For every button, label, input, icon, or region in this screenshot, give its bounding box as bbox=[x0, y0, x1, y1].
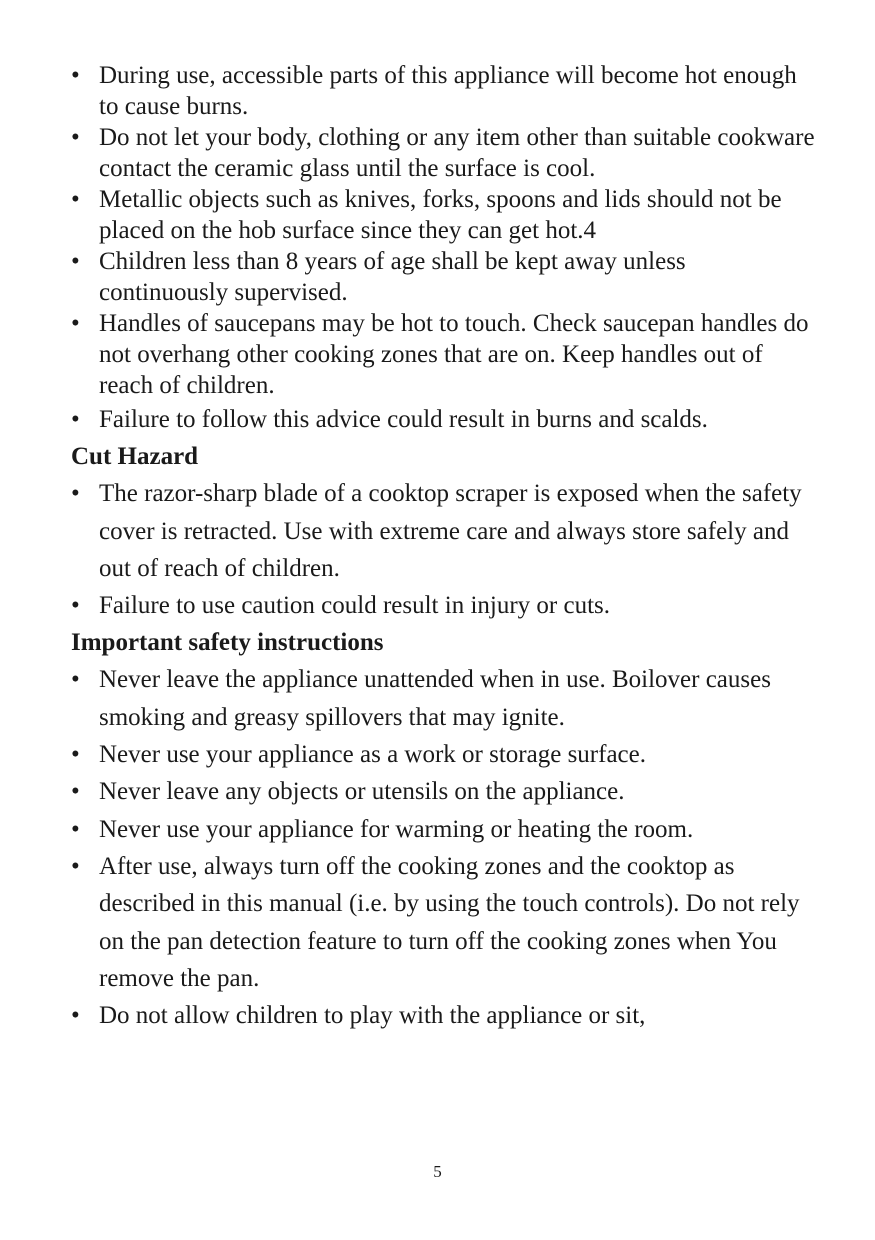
bullet: • bbox=[71, 1002, 80, 1030]
list-item bbox=[71, 308, 816, 401]
list-item bbox=[71, 60, 816, 122]
list-item-text: During use, accessible parts of this appliance will become hot enough to cause burns. bbox=[99, 62, 797, 120]
list-item bbox=[71, 811, 816, 848]
list-item-text: Never use your appliance as a work or storage surface. bbox=[99, 741, 646, 769]
list-item-text: Never leave the appliance unattended when in use. Boilover causes smoking and greasy spillovers that may ignite. bbox=[99, 666, 771, 731]
bullet: • bbox=[71, 852, 80, 880]
page-content bbox=[71, 60, 816, 1034]
bullet: • bbox=[71, 124, 80, 151]
list-item-text: Do not allow children to play with the appliance or sit, bbox=[99, 1002, 646, 1030]
list-item bbox=[71, 736, 816, 773]
bullet: • bbox=[71, 741, 80, 769]
list-item-text: Failure to follow this advice could result in burns and scalds. bbox=[99, 406, 708, 433]
list-item bbox=[71, 246, 816, 308]
burn-hazard-list bbox=[71, 60, 816, 401]
list-item-text: Handles of saucepans may be hot to touch. Check saucepan handles do not overhang other cooking zones that are on. Keep handles out of reach of children. bbox=[99, 310, 809, 399]
list-item-text: Children less than 8 years of age shall be kept away unless continuously supervised. bbox=[99, 248, 686, 306]
section-heading-important-safety: Important safety instructions bbox=[71, 629, 384, 657]
bullet: • bbox=[71, 592, 80, 620]
bullet: • bbox=[71, 815, 80, 843]
bullet: • bbox=[71, 778, 80, 806]
list-item-text: Do not let your body, clothing or any item other than suitable cookware contact the ceramic glass until the surface is cool. bbox=[99, 124, 815, 182]
list-item bbox=[71, 475, 816, 587]
bullet: • bbox=[71, 248, 80, 275]
list-item-text: After use, always turn off the cooking zones and the cooktop as described in this manual (i.e. by using the touch controls). Do not rely on the pan detection feature to turn off the cooking zones when You remove the pan. bbox=[99, 852, 800, 992]
list-item bbox=[71, 122, 816, 184]
bullet: • bbox=[71, 666, 80, 694]
list-item-text: Failure to use caution could result in injury or cuts. bbox=[99, 592, 611, 620]
list-item bbox=[71, 997, 816, 1034]
list-item-text: Never leave any objects or utensils on the appliance. bbox=[99, 778, 625, 806]
list-item-text: Never use your appliance for warming or heating the room. bbox=[99, 815, 694, 843]
list-item bbox=[71, 587, 816, 624]
bullet: • bbox=[71, 310, 80, 337]
list-item bbox=[71, 401, 816, 438]
bullet: • bbox=[71, 480, 80, 508]
list-item bbox=[71, 661, 816, 736]
list-item-text: Metallic objects such as knives, forks, spoons and lids should not be placed on the hob surface since they can get hot.4 bbox=[99, 186, 782, 244]
bullet: • bbox=[71, 186, 80, 213]
page-number: 5 bbox=[433, 1162, 442, 1181]
section-heading-cut-hazard: Cut Hazard bbox=[71, 443, 199, 471]
burn-hazard-list-continued bbox=[71, 401, 816, 438]
list-item-text: The razor-sharp blade of a cooktop scraper is exposed when the safety cover is retracted. Use with extreme care and always store safely and out of reach of children. bbox=[99, 480, 802, 582]
list-item bbox=[71, 848, 816, 997]
list-item bbox=[71, 184, 816, 246]
bullet: • bbox=[71, 406, 80, 433]
cut-hazard-list bbox=[71, 475, 816, 624]
important-safety-list bbox=[71, 661, 816, 1034]
list-item bbox=[71, 773, 816, 810]
bullet: • bbox=[71, 62, 80, 89]
